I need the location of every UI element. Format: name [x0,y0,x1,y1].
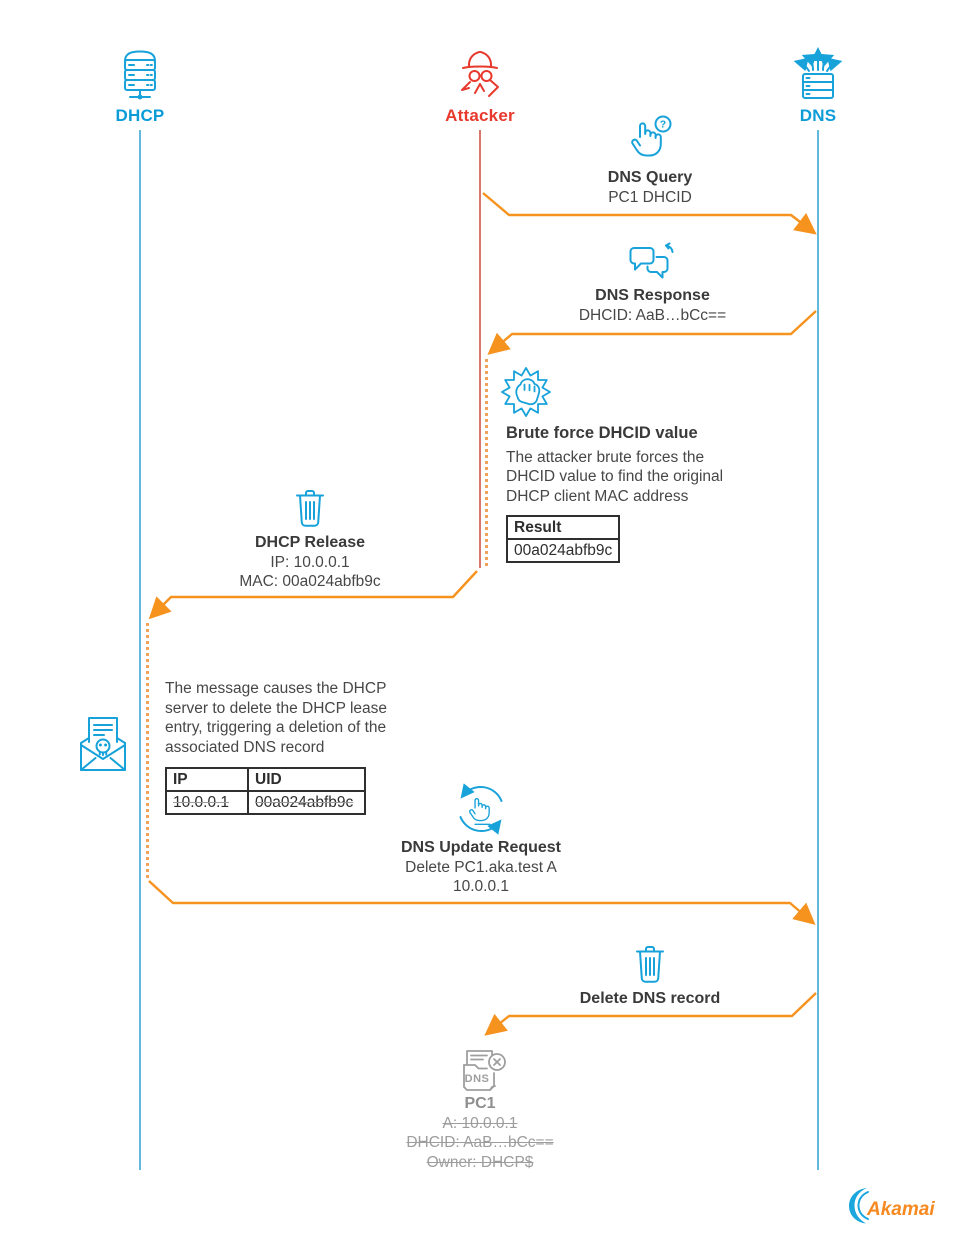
dns-update-message [380,838,582,897]
lease-table-value-ip: 10.0.0.1 [166,791,248,814]
note-line: The attacker brute forces the [506,448,705,466]
chat-response-icon [626,242,678,288]
delete-dns-message [550,989,750,1009]
dns-lifeline [817,130,819,1170]
lease-deletion-note [165,679,415,815]
attacker-lifeline [479,130,481,568]
note-line: entry, triggering a deletion of the [165,719,387,736]
dhcp-server-icon [116,48,164,104]
akamai-logo-text: Akamai [867,1199,935,1220]
attacker-actor-label: Attacker [445,106,515,125]
deleted-dns-record-icon [453,1046,509,1096]
attacker-spy-icon [452,46,508,104]
record-line: DHCID: AaB…bCc== [406,1134,554,1151]
brute-force-note [506,424,746,563]
note-line: server to delete the DHCP lease [165,699,387,717]
lease-table-header-uid: UID [248,768,365,791]
dhcp-release-message [210,533,410,592]
message-title: DHCP Release [255,534,365,551]
message-detail: DHCID: AaB…bCc== [578,306,727,324]
brute-force-fist-icon [500,366,552,418]
message-title: DNS Query [607,169,693,186]
trash-icon-release [293,488,327,530]
message-detail: PC1 DHCID [608,188,692,206]
lease-table-header-ip: IP [166,768,248,791]
record-line: Owner: DHCP$ [426,1153,534,1171]
lease-table-value-uid: 00a024abfb9c [248,791,365,814]
record-title: PC1 [464,1095,496,1112]
message-detail: Delete PC1.aka.test A [405,858,557,876]
trash-icon-dns [633,944,667,986]
dns-query-message [550,168,750,207]
message-title: DNS Update Request [400,839,562,856]
message-detail: 10.0.0.1 [452,878,510,895]
dns-server-icon [792,44,844,104]
note-line: DHCP client MAC address [506,487,689,505]
note-line: The message causes the DHCP [165,680,387,697]
note-line: associated DNS record [165,738,325,756]
note-line: DHCID value to find the original [506,468,724,485]
message-detail: MAC: 00a024abfb9c [239,573,381,590]
dhcp-actor-label: DHCP [115,106,165,125]
dhcp-lifeline [139,130,141,1170]
result-table-header: Result [507,516,619,539]
query-click-icon [626,115,674,163]
note-title: Brute force DHCID value [506,424,698,442]
akamai-logo [843,1184,953,1228]
result-table-value: 00a024abfb9c [507,539,619,562]
message-detail: IP: 10.0.0.1 [270,553,350,571]
attacker-activation-dotted [485,359,488,566]
record-line: A: 10.0.0.1 [442,1114,518,1132]
dns-response-message [545,286,760,325]
lease-table [165,767,366,815]
dns-record-icon-label: DNS [464,1073,490,1085]
question-mark-glyph: ? [659,118,667,131]
dns-update-icon [452,780,510,838]
pc1-record-block [380,1094,580,1172]
message-title: DNS Response [595,287,710,304]
message-title: Delete DNS record [579,990,721,1007]
dhcp-activation-dotted [146,623,149,878]
dns-actor-label: DNS [799,106,837,125]
result-table [506,515,620,563]
malicious-mail-icon [76,712,130,778]
